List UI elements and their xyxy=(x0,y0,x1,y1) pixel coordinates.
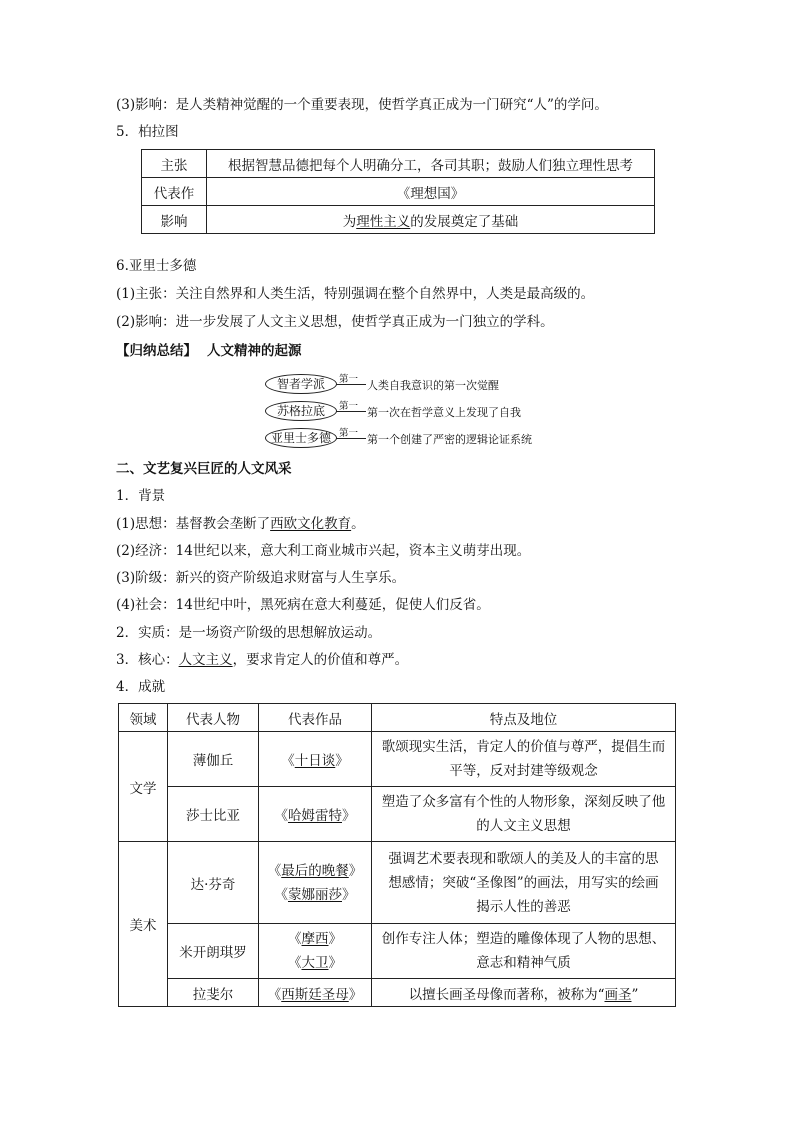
table-row xyxy=(119,979,676,1007)
works-cell: 《十日谈》 xyxy=(259,732,372,787)
person-name: 拉斐尔 xyxy=(168,979,259,1007)
value-text: 为 xyxy=(342,213,357,230)
works-cell: 《最后的晚餐》 《蒙娜丽莎》 xyxy=(259,842,372,924)
desc-cell xyxy=(372,979,676,1007)
flow-node: 苏格拉底 xyxy=(265,401,337,421)
table-row xyxy=(119,924,676,979)
desc-text: ” xyxy=(631,986,639,1003)
header-person: 代表人物 xyxy=(168,704,259,732)
desc-cell xyxy=(372,732,676,787)
flow-node: 智者学派 xyxy=(265,374,337,394)
background-class: (3)阶级：新兴的资产阶级追求财富与人生享乐。 xyxy=(116,570,406,586)
flow-text: 第一个创建了严密的逻辑论证系统 xyxy=(367,433,532,446)
flow-text: 第一次在哲学意义上发现了自我 xyxy=(367,406,521,419)
summary-heading xyxy=(116,341,302,361)
person-name: 达·芬奇 xyxy=(168,842,259,924)
row-value: 根据智慧品德把每个人明确分工，各司其职；鼓励人们独立理性思考 xyxy=(207,150,655,178)
person-name: 米开朗琪罗 xyxy=(168,924,259,979)
desc-cell xyxy=(372,924,676,979)
summary-title: 人文精神的起源 xyxy=(207,343,302,359)
desc-line: 的人文主义思想 xyxy=(476,818,571,834)
achievements-table xyxy=(118,703,676,1007)
work-title: 西斯廷圣母 xyxy=(281,986,349,1003)
table-row xyxy=(142,206,655,234)
header-desc: 特点及地位 xyxy=(372,704,676,732)
desc-cell xyxy=(372,787,676,842)
aristotle-influence: (2)影响：进一步发展了人文主义思想，使哲学真正成为一门独立的学科。 xyxy=(116,314,554,330)
desc-text: 以擅长画圣母像而著称，被称为“ xyxy=(408,986,605,1003)
influence-paragraph: (3)影响：是人类精神觉醒的一个重要表现，使哲学真正成为一门研究“人”的学问。 xyxy=(116,97,608,113)
work-title: 摩西 xyxy=(301,931,329,947)
core xyxy=(116,650,408,670)
underlined-term: 画圣 xyxy=(604,986,632,1003)
table-row xyxy=(142,150,655,178)
row-value xyxy=(207,206,655,234)
essence: 2．实质：是一场资产阶级的思想解放运动。 xyxy=(116,625,382,641)
background-economy: (2)经济：14世纪以来，意大利工商业城市兴起，资本主义萌芽出现。 xyxy=(116,543,531,559)
works-cell: 《西斯廷圣母》 xyxy=(259,979,372,1007)
underlined-term: 人文主义 xyxy=(178,652,233,668)
background-heading: 1．背景 xyxy=(116,488,166,504)
desc-line: 歌颂现实生活，肯定人的价值与尊严，提倡生而 xyxy=(381,739,666,755)
plato-heading: 5．柏拉图 xyxy=(116,124,179,140)
desc-line: 意志和精神气质 xyxy=(476,955,571,971)
header-works: 代表作品 xyxy=(259,704,372,732)
row-label: 影响 xyxy=(142,206,207,234)
flow-text: 人类自我意识的第一次觉醒 xyxy=(367,379,499,392)
desc-line: 塑造了众多富有个性的人物形象，深刻反映了他 xyxy=(381,794,666,810)
row-label: 主张 xyxy=(142,150,207,178)
desc-line: 强调艺术要表现和歌颂人的美及人的丰富的思 xyxy=(388,850,659,867)
table-row xyxy=(119,842,676,924)
work-title: 大卫 xyxy=(301,955,329,971)
work-title: 哈姆雷特 xyxy=(288,808,342,824)
value-text: 的发展奠定了基础 xyxy=(410,213,519,230)
plato-table xyxy=(141,149,655,234)
aristotle-claim: (1)主张：关注自然界和人类生活，特别强调在整个自然界中，人类是最高级的。 xyxy=(116,286,595,302)
table-row xyxy=(119,787,676,842)
desc-line: 平等，反对封建等级观念 xyxy=(449,763,598,779)
field-literature: 文学 xyxy=(119,732,168,842)
table-header-row xyxy=(119,704,676,732)
field-art: 美术 xyxy=(119,842,168,1007)
flow-label: 第一 xyxy=(339,374,359,385)
work-title: 十日谈 xyxy=(294,753,336,769)
person-name: 薄伽丘 xyxy=(168,732,259,787)
desc-cell xyxy=(372,842,676,924)
underlined-term: 理性主义 xyxy=(356,213,411,230)
summary-tag: 【归纳总结】 xyxy=(116,343,197,359)
work-title: 蒙娜丽莎 xyxy=(288,886,342,903)
works-cell: 《哈姆雷特》 xyxy=(259,787,372,842)
text: 3．核心： xyxy=(116,652,179,668)
header-field: 领域 xyxy=(119,704,168,732)
row-value: 《理想国》 xyxy=(207,178,655,206)
text: (1)思想：基督教会垄断了 xyxy=(116,516,271,532)
renaissance-heading: 二、文艺复兴巨匠的人文风采 xyxy=(116,461,292,477)
background-thought xyxy=(116,514,365,534)
works-cell: 《摩西》 《大卫》 xyxy=(259,924,372,979)
aristotle-heading: 6.亚里士多德 xyxy=(116,258,197,274)
table-row xyxy=(142,178,655,206)
person-name: 莎士比亚 xyxy=(168,787,259,842)
background-society: (4)社会：14世纪中叶，黑死病在意大利蔓延，促使人们反省。 xyxy=(116,597,490,613)
table-row xyxy=(119,732,676,787)
flow-label: 第一 xyxy=(339,428,359,439)
flow-label: 第一 xyxy=(339,401,359,412)
text: 。 xyxy=(351,516,365,532)
text: ，要求肯定人的价值和尊严。 xyxy=(232,652,409,668)
achievement-heading: 4．成就 xyxy=(116,679,166,695)
row-label: 代表作 xyxy=(142,178,207,206)
desc-line: 创作专注人体；塑造的雕像体现了人物的思想、 xyxy=(381,931,666,947)
work-title: 最后的晚餐 xyxy=(281,862,349,879)
flow-node: 亚里士多德 xyxy=(265,428,337,448)
desc-line: 想感情；突破“圣像图”的画法，用写实的绘画 xyxy=(388,874,659,891)
underlined-term: 西欧文化教育 xyxy=(270,516,352,532)
desc-line: 揭示人性的善恶 xyxy=(476,898,571,915)
